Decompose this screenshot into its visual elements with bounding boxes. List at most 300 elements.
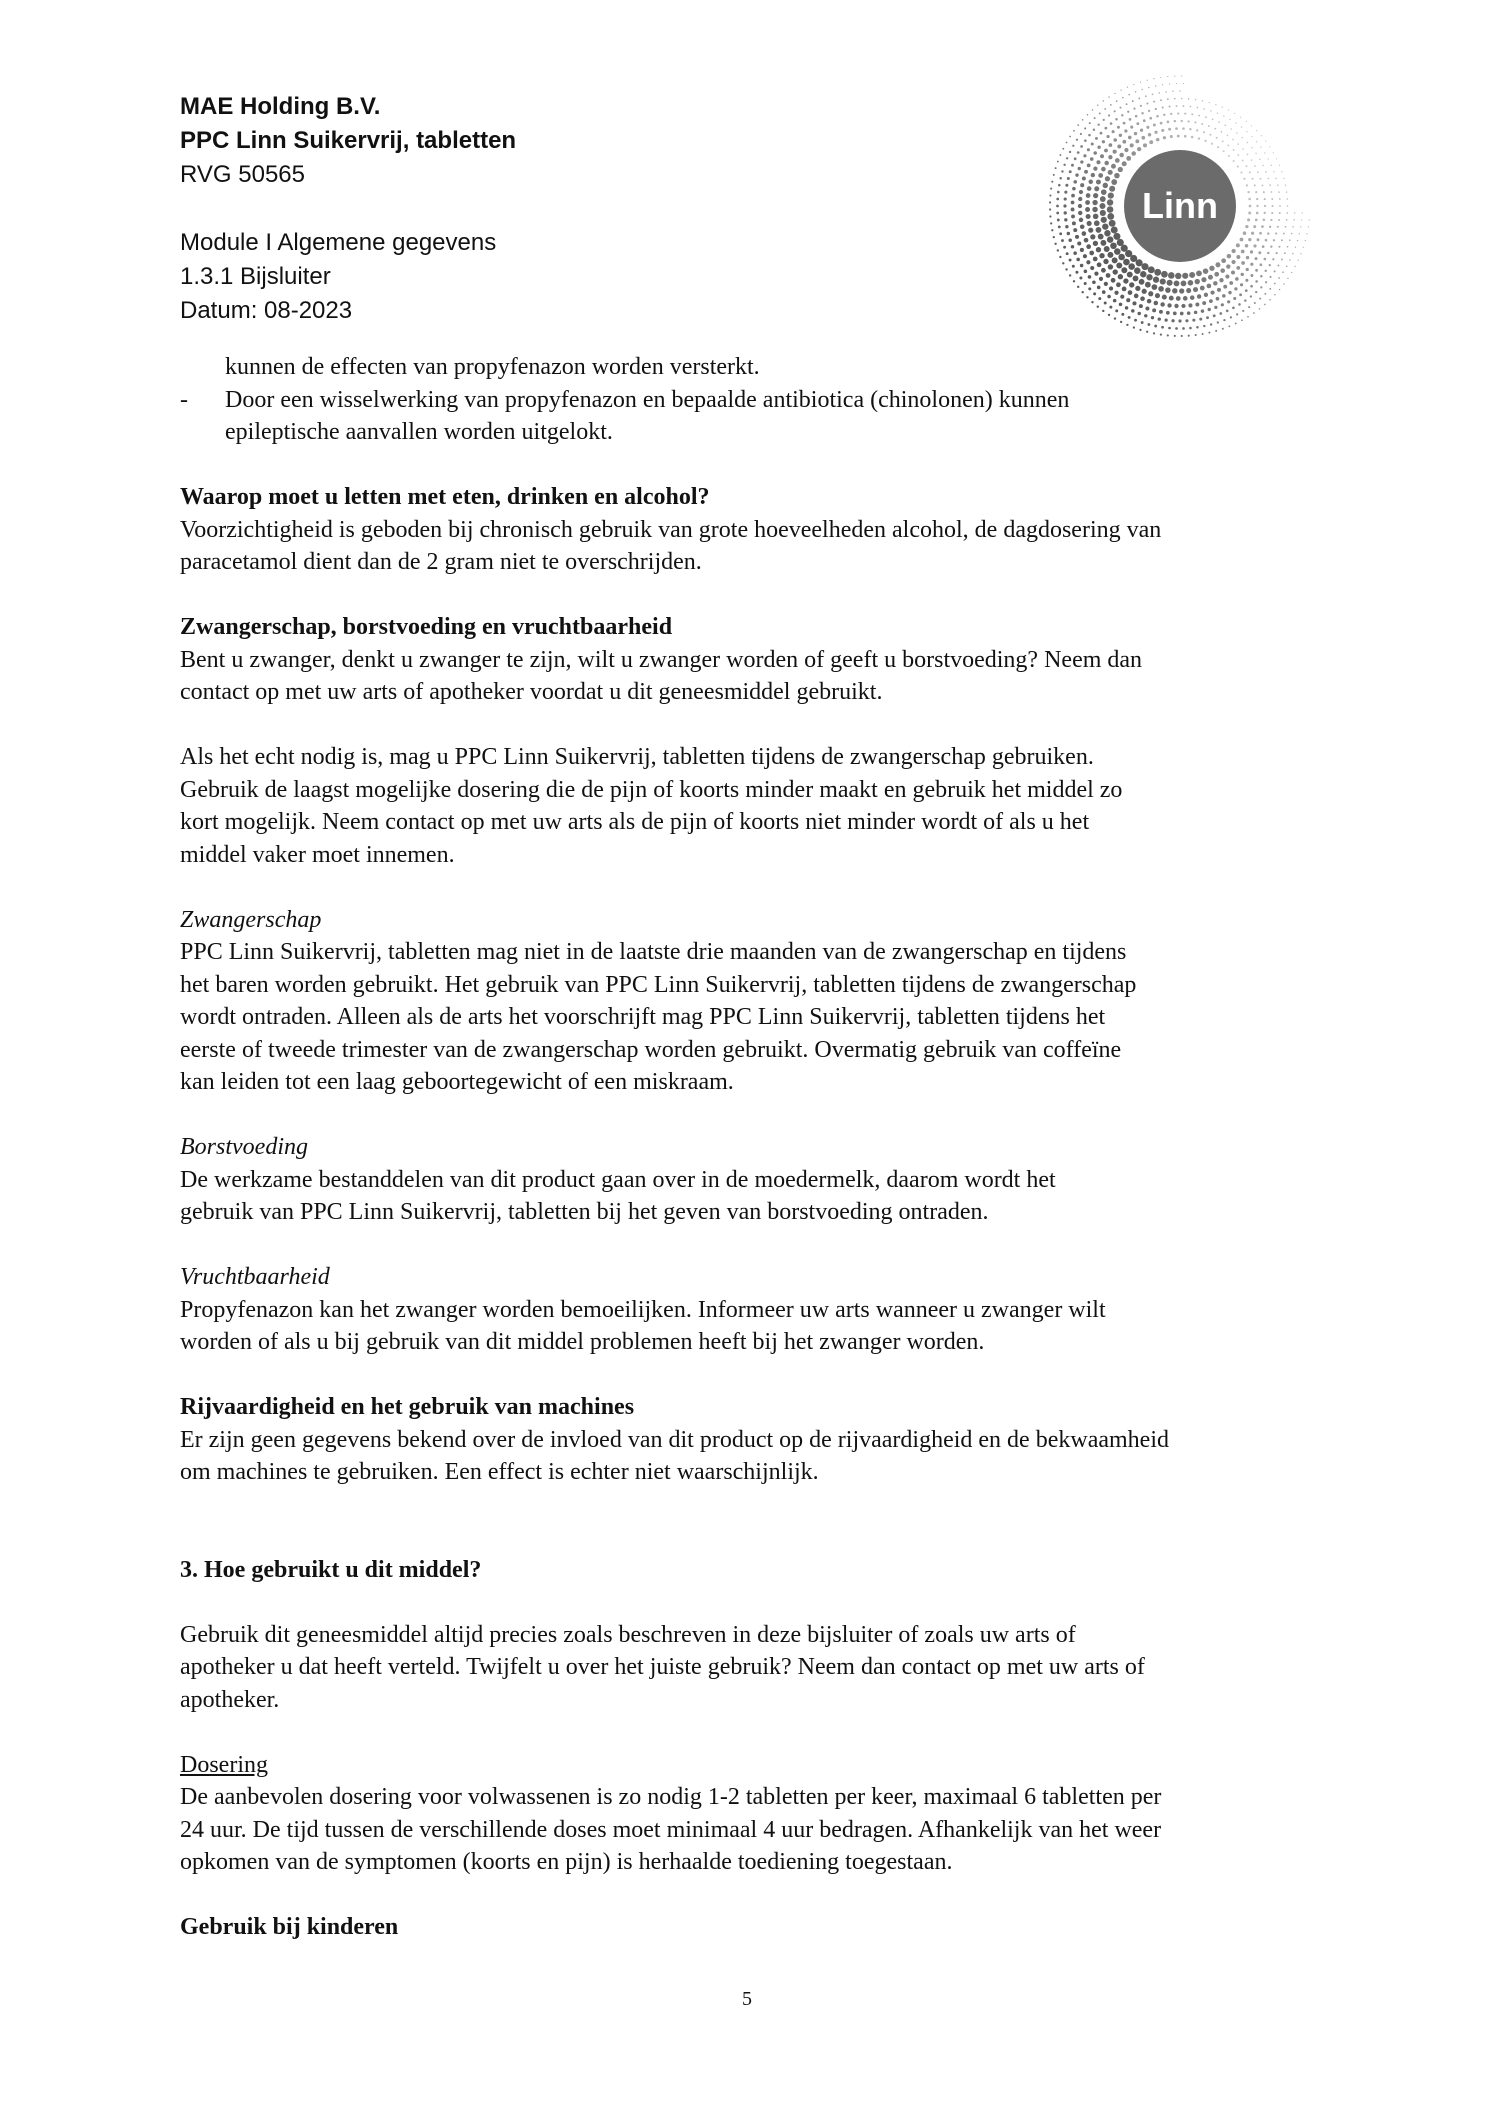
heading-pregnancy: Zwangerschap, borstvoeding en vruchtbaarheid — [180, 614, 673, 640]
logo-dot — [1109, 220, 1116, 227]
logo-dot — [1069, 136, 1071, 138]
logo-dot — [1075, 173, 1078, 176]
logo-dot — [1231, 260, 1235, 264]
logo-dot — [1088, 180, 1093, 185]
heading-section-3: 3. Hoe gebruikt u dit middel? — [180, 1556, 482, 1583]
logo-dot — [1099, 112, 1101, 114]
logo-dot — [1056, 205, 1059, 208]
logo-dot — [1240, 238, 1244, 242]
logo-dot — [1077, 151, 1080, 154]
logo-dot — [1191, 136, 1194, 139]
logo-dot — [1253, 225, 1256, 228]
logo-dot — [1076, 139, 1078, 141]
logo-dot — [1153, 78, 1154, 79]
list-item — [180, 384, 1340, 449]
logo-dot — [1256, 141, 1257, 142]
logo-dot — [1092, 280, 1096, 284]
logo-dot — [1253, 244, 1256, 247]
logo-dot — [1264, 212, 1266, 214]
logo-dot — [1082, 119, 1084, 121]
logo-dot — [1176, 296, 1181, 301]
logo-dot — [1271, 191, 1273, 193]
logo-dot — [1097, 262, 1102, 267]
heading-food-alcohol: Waarop moet u letten met eten, drinken en alcohol? — [180, 484, 710, 510]
logo-dot — [1281, 259, 1283, 261]
logo-dot — [1249, 171, 1251, 173]
logo-dot — [1259, 308, 1261, 310]
logo-dot — [1249, 205, 1252, 208]
logo-dot — [1203, 108, 1205, 110]
logo-dot — [1176, 83, 1177, 84]
logo-dot — [1264, 205, 1266, 207]
list-dash: - — [180, 386, 188, 413]
logo-dot — [1168, 272, 1175, 279]
logo-dot — [1214, 272, 1219, 277]
logo-dot — [1282, 271, 1284, 273]
logo-dot — [1241, 319, 1243, 321]
logo-dot — [1084, 170, 1088, 174]
logo-dot — [1286, 212, 1288, 214]
logo-dot — [1064, 191, 1067, 194]
logo-dot — [1069, 259, 1072, 262]
logo-dot — [1090, 234, 1095, 239]
logo-dot — [1109, 143, 1113, 147]
logo-dot — [1260, 263, 1263, 266]
logo-dot — [1077, 286, 1079, 288]
logo-dot — [1226, 310, 1229, 313]
logo-dot — [1086, 214, 1091, 219]
logo-dot — [1114, 173, 1120, 179]
logo-dot — [1093, 151, 1097, 155]
logo-dot — [1201, 309, 1204, 312]
logo-dot — [1091, 142, 1094, 145]
logo-dot — [1167, 334, 1169, 336]
logo-dot — [1270, 245, 1272, 247]
logo-dot — [1073, 180, 1077, 184]
logo-dot — [1100, 210, 1106, 216]
logo-dot — [1154, 269, 1161, 276]
logo-dot — [1104, 246, 1110, 252]
logo-dot — [1100, 154, 1104, 158]
logo-dot — [1275, 178, 1277, 180]
logo-dot — [1119, 134, 1122, 137]
logo-dot — [1142, 289, 1147, 294]
paragraph-line: wordt ontraden. Alleen als de arts het voorschrijft mag PPC Linn Suikervrij, tabletten tijdens het — [180, 1004, 1106, 1030]
logo-dot — [1085, 207, 1090, 212]
logo-dot — [1104, 149, 1108, 153]
logo-dot — [1049, 201, 1051, 203]
logo-dot — [1077, 124, 1079, 126]
logo-dot — [1245, 225, 1248, 228]
logo-dot — [1141, 112, 1143, 114]
logo-dot — [1071, 201, 1075, 205]
logo-dot — [1099, 277, 1103, 281]
logo-dot — [1300, 253, 1301, 254]
logo-dot — [1271, 205, 1273, 207]
logo-dot — [1095, 137, 1098, 140]
logo-dot — [1077, 241, 1081, 245]
logo-dot — [1108, 155, 1112, 159]
logo-dot — [1098, 124, 1100, 126]
logo-dot — [1286, 219, 1288, 221]
logo-dot — [1067, 232, 1070, 235]
logo-dot — [1158, 92, 1160, 94]
logo-dot — [1165, 91, 1167, 93]
logo-dot — [1262, 165, 1264, 167]
logo-dot — [1146, 274, 1152, 280]
logo-dot — [1087, 148, 1090, 151]
logo-dot — [1104, 161, 1108, 165]
logo-dot — [1119, 107, 1121, 109]
logo-dot — [1265, 281, 1267, 283]
logo-dot — [1197, 294, 1201, 298]
logo-dot — [1108, 314, 1110, 316]
logo-dot — [1108, 192, 1114, 198]
logo-dot — [1201, 277, 1206, 282]
logo-dot — [1305, 240, 1306, 241]
logo-dot — [1097, 146, 1100, 149]
logo-dot — [1160, 122, 1163, 125]
logo-dot — [1279, 198, 1281, 200]
page-number: 5 — [742, 1988, 752, 2010]
logo-dot — [1256, 212, 1259, 215]
logo-dot — [1269, 184, 1271, 186]
logo-dot — [1187, 311, 1191, 315]
paragraph-line: Bent u zwanger, denkt u zwanger te zijn, wilt u zwanger worden of geeft u borstvoeding? Neem dan — [180, 646, 1143, 673]
logo-dot — [1115, 158, 1120, 163]
logo-dot — [1241, 127, 1242, 128]
logo-dot — [1080, 145, 1083, 148]
logo-dot — [1219, 278, 1223, 282]
logo-dot — [1107, 295, 1111, 299]
paragraph-line: Voorzichtigheid is geboden bij chronisch gebruik van grote hoeveelheden alcohol, de dagdosering van — [180, 516, 1162, 543]
logo-dot — [1071, 164, 1074, 167]
logo-dot — [1168, 128, 1171, 131]
logo-dot — [1153, 101, 1155, 103]
logo-dot — [1247, 316, 1249, 318]
logo-dot — [1264, 304, 1266, 306]
logo-dot — [1226, 264, 1230, 268]
logo-dot — [1230, 316, 1232, 318]
logo-dot — [1222, 140, 1224, 142]
logo-dot — [1092, 200, 1097, 205]
logo-dot — [1190, 106, 1192, 108]
logo-dot — [1235, 122, 1236, 123]
logo-dot — [1123, 278, 1128, 283]
logo-dot — [1100, 132, 1103, 135]
logo-dot — [1286, 265, 1288, 267]
logo-dot — [1301, 219, 1302, 220]
logo-dot — [1120, 89, 1121, 90]
logo-dot — [1086, 260, 1090, 264]
logo-dot — [1223, 150, 1225, 152]
logo-dot — [1140, 296, 1145, 301]
logo-dot — [1113, 150, 1117, 154]
logo-dot — [1110, 122, 1113, 125]
logo-dot — [1273, 171, 1274, 172]
logo-dot — [1189, 272, 1195, 278]
logo-dot — [1161, 271, 1168, 278]
logo-dot — [1057, 191, 1060, 194]
logo-dot — [1141, 263, 1148, 270]
logo-dot — [1152, 308, 1156, 312]
logo-dot — [1063, 164, 1065, 166]
logo-dot — [1115, 309, 1118, 312]
logo-dot — [1217, 288, 1221, 292]
logo-dot — [1104, 282, 1108, 286]
product-name: PPC Linn Suikervrij, tabletten — [180, 127, 517, 154]
logo-dot — [1269, 276, 1271, 278]
paragraph-line: apotheker. — [180, 1686, 280, 1713]
logo-dot — [1078, 211, 1082, 215]
logo-dot — [1260, 275, 1263, 278]
logo-dot — [1167, 280, 1173, 286]
logo-dot — [1054, 243, 1056, 245]
logo-dot — [1153, 332, 1155, 334]
logo-dot — [1223, 115, 1224, 116]
logo-dot — [1128, 136, 1132, 140]
logo-dot — [1126, 103, 1128, 105]
logo-dot — [1240, 117, 1241, 118]
logo-dot — [1160, 99, 1162, 101]
logo-dot — [1272, 258, 1274, 260]
logo-dot — [1059, 177, 1062, 180]
logo-dot — [1279, 165, 1280, 166]
logo-dot — [1292, 226, 1294, 228]
logo-dot — [1162, 295, 1167, 300]
logo-dot — [1251, 232, 1254, 235]
paragraph-line: eerste of tweede trimester van de zwangerschap worden gebruikt. Overmatig gebruik van coffeïne — [180, 1036, 1122, 1063]
logo-dot — [1160, 278, 1166, 284]
logo-dot — [1086, 193, 1091, 198]
logo-dot — [1087, 221, 1092, 226]
logo-dot — [1240, 171, 1242, 173]
logo-dot — [1148, 133, 1151, 136]
logo-dot — [1184, 113, 1186, 115]
logo-dot — [1073, 251, 1077, 255]
logo-dot — [1074, 157, 1077, 160]
logo-dot — [1235, 277, 1239, 281]
logo-dot — [1208, 125, 1210, 127]
logo-dot — [1139, 304, 1143, 308]
logo-dot — [1227, 254, 1232, 259]
logo-dot — [1242, 310, 1244, 312]
logo-dot — [1236, 132, 1238, 134]
logo-dot — [1067, 177, 1070, 180]
logo-dot — [1096, 247, 1101, 252]
heading-driving: Rijvaardigheid en het gebruik van machines — [180, 1394, 635, 1420]
logo-dot — [1236, 255, 1240, 259]
logo-dot — [1209, 102, 1210, 103]
paragraph-line: het baren worden gebruikt. Het gebruik van PPC Linn Suikervrij, tabletten tijdens de zwangerschap — [180, 971, 1137, 998]
logo-dot — [1228, 325, 1230, 327]
logo-dot — [1084, 127, 1086, 129]
logo-dot — [1085, 200, 1090, 205]
logo-dot — [1116, 282, 1121, 287]
logo-dot — [1115, 118, 1118, 121]
logo-dot — [1195, 302, 1199, 306]
logo-dot — [1051, 229, 1053, 231]
logo-dot — [1098, 234, 1104, 240]
logo-dot — [1088, 275, 1092, 279]
logo-dot — [1147, 299, 1152, 304]
logo-dot — [1281, 239, 1283, 241]
logo-dot — [1122, 97, 1124, 99]
logo-dot — [1102, 223, 1108, 229]
logo-dot — [1071, 214, 1075, 218]
logo-dot — [1087, 114, 1089, 116]
logo-dot — [1154, 301, 1159, 306]
logo-dot — [1093, 292, 1096, 295]
logo-dot — [1127, 111, 1129, 113]
logo-dot — [1251, 159, 1253, 161]
logo-dot — [1279, 205, 1281, 207]
logo-dot — [1169, 296, 1174, 301]
logo-dot — [1227, 135, 1229, 137]
logo-dot — [1084, 139, 1087, 142]
logo-dot — [1257, 171, 1259, 173]
logo-dot — [1096, 180, 1101, 185]
logo-dot — [1140, 105, 1142, 107]
logo-dot — [1104, 108, 1106, 110]
logo-dot — [1101, 189, 1107, 195]
logo-dot — [1092, 109, 1094, 111]
logo-dot — [1188, 98, 1190, 100]
logo-dot — [1227, 300, 1230, 303]
logo-dot — [1094, 220, 1100, 226]
logo-dot — [1073, 130, 1075, 132]
logo-dot — [1140, 271, 1146, 277]
logo-dot — [1094, 186, 1099, 191]
logo-dot — [1227, 144, 1229, 146]
logo-dot — [1154, 131, 1157, 134]
logo-dot — [1092, 207, 1097, 212]
logo-dot — [1232, 139, 1234, 141]
logo-dot — [1123, 122, 1126, 125]
logo-dot — [1050, 188, 1052, 190]
logo-dot — [1264, 198, 1266, 200]
logo-dot — [1235, 323, 1237, 325]
logo-dot — [1231, 270, 1235, 274]
logo-dot — [1101, 217, 1107, 223]
logo-dot — [1058, 225, 1061, 228]
logo-dot — [1274, 294, 1275, 295]
logo-dot — [1237, 143, 1239, 145]
logo-dot — [1177, 112, 1179, 114]
logo-dot — [1182, 273, 1188, 279]
logo-dot — [1279, 212, 1281, 214]
logo-dot — [1080, 248, 1084, 252]
logo-dot — [1250, 263, 1253, 266]
logo-dot — [1133, 84, 1134, 85]
logo-dot — [1162, 84, 1163, 85]
logo-dot — [1174, 335, 1176, 337]
logo-dot — [1210, 323, 1212, 325]
logo-dot — [1245, 289, 1248, 292]
logo-dot — [1209, 299, 1213, 303]
logo-dot — [1071, 245, 1075, 249]
logo-dot — [1108, 114, 1110, 116]
logo-dot — [1071, 208, 1075, 212]
logo-dot — [1175, 327, 1178, 330]
logo-dot — [1245, 244, 1249, 248]
logo-dot — [1160, 333, 1162, 335]
subheading-zwangerschap: Zwangerschap — [180, 906, 322, 933]
logo-dot — [1289, 239, 1291, 241]
logo-dot — [1103, 259, 1108, 264]
logo-dot — [1156, 115, 1159, 118]
logo-dot — [1233, 297, 1236, 300]
logo-dot — [1168, 327, 1171, 330]
logo-dot — [1065, 225, 1068, 228]
logo-dot — [1079, 277, 1082, 280]
logo-dot — [1112, 130, 1115, 133]
logo-dot — [1141, 321, 1144, 324]
logo-dot — [1167, 98, 1169, 100]
logo-dot — [1259, 158, 1261, 160]
logo-dot — [1299, 233, 1300, 234]
logo-dot — [1127, 86, 1128, 87]
logo-dot — [1117, 126, 1120, 129]
logo-dot — [1269, 226, 1271, 228]
logo-dot — [1193, 287, 1198, 292]
logo-dot — [1071, 194, 1075, 198]
logo-dot — [1058, 184, 1061, 187]
logo-dot — [1243, 231, 1247, 235]
logo-dot — [1104, 230, 1110, 236]
logo-dot — [1078, 197, 1082, 201]
logo-dot — [1096, 160, 1100, 164]
logo-dot — [1297, 240, 1298, 241]
logo-dot — [1105, 176, 1110, 181]
logo-dot — [1277, 184, 1279, 186]
logo-dot — [1113, 138, 1117, 142]
logo-dot — [1283, 233, 1285, 235]
logo-dot — [1250, 285, 1253, 288]
logo-dot — [1050, 222, 1052, 224]
logo-dot — [1287, 205, 1289, 207]
logo-dot — [1130, 126, 1133, 129]
logo-dot — [1133, 108, 1135, 110]
logo-dot — [1088, 228, 1093, 233]
logo-dot — [1169, 83, 1170, 84]
logo-dot — [1061, 239, 1064, 242]
logo-dot — [1278, 219, 1280, 221]
logo-dot — [1241, 250, 1245, 254]
logo-dot — [1240, 283, 1243, 286]
logo-dot — [1080, 160, 1083, 163]
logo-dot — [1118, 167, 1123, 172]
logo-dot — [1076, 258, 1080, 262]
document-body — [180, 351, 1340, 1944]
logo-dot — [1264, 258, 1267, 261]
logo-dot — [1110, 104, 1112, 106]
logo-dot — [1121, 267, 1127, 273]
logo-dot — [1212, 119, 1214, 121]
logo-dot — [1291, 272, 1292, 273]
logo-dot — [1230, 128, 1232, 130]
logo-dot — [1286, 191, 1287, 192]
logo-dot — [1155, 293, 1160, 298]
logo-dot — [1064, 211, 1067, 214]
logo-dot — [1111, 278, 1116, 283]
logo-dot — [1069, 274, 1071, 276]
logo-dot — [1204, 140, 1206, 142]
logo-dot — [1255, 191, 1257, 193]
logo-dot — [1278, 246, 1280, 248]
logo-dot — [1121, 313, 1124, 316]
logo-dot — [1097, 105, 1098, 106]
